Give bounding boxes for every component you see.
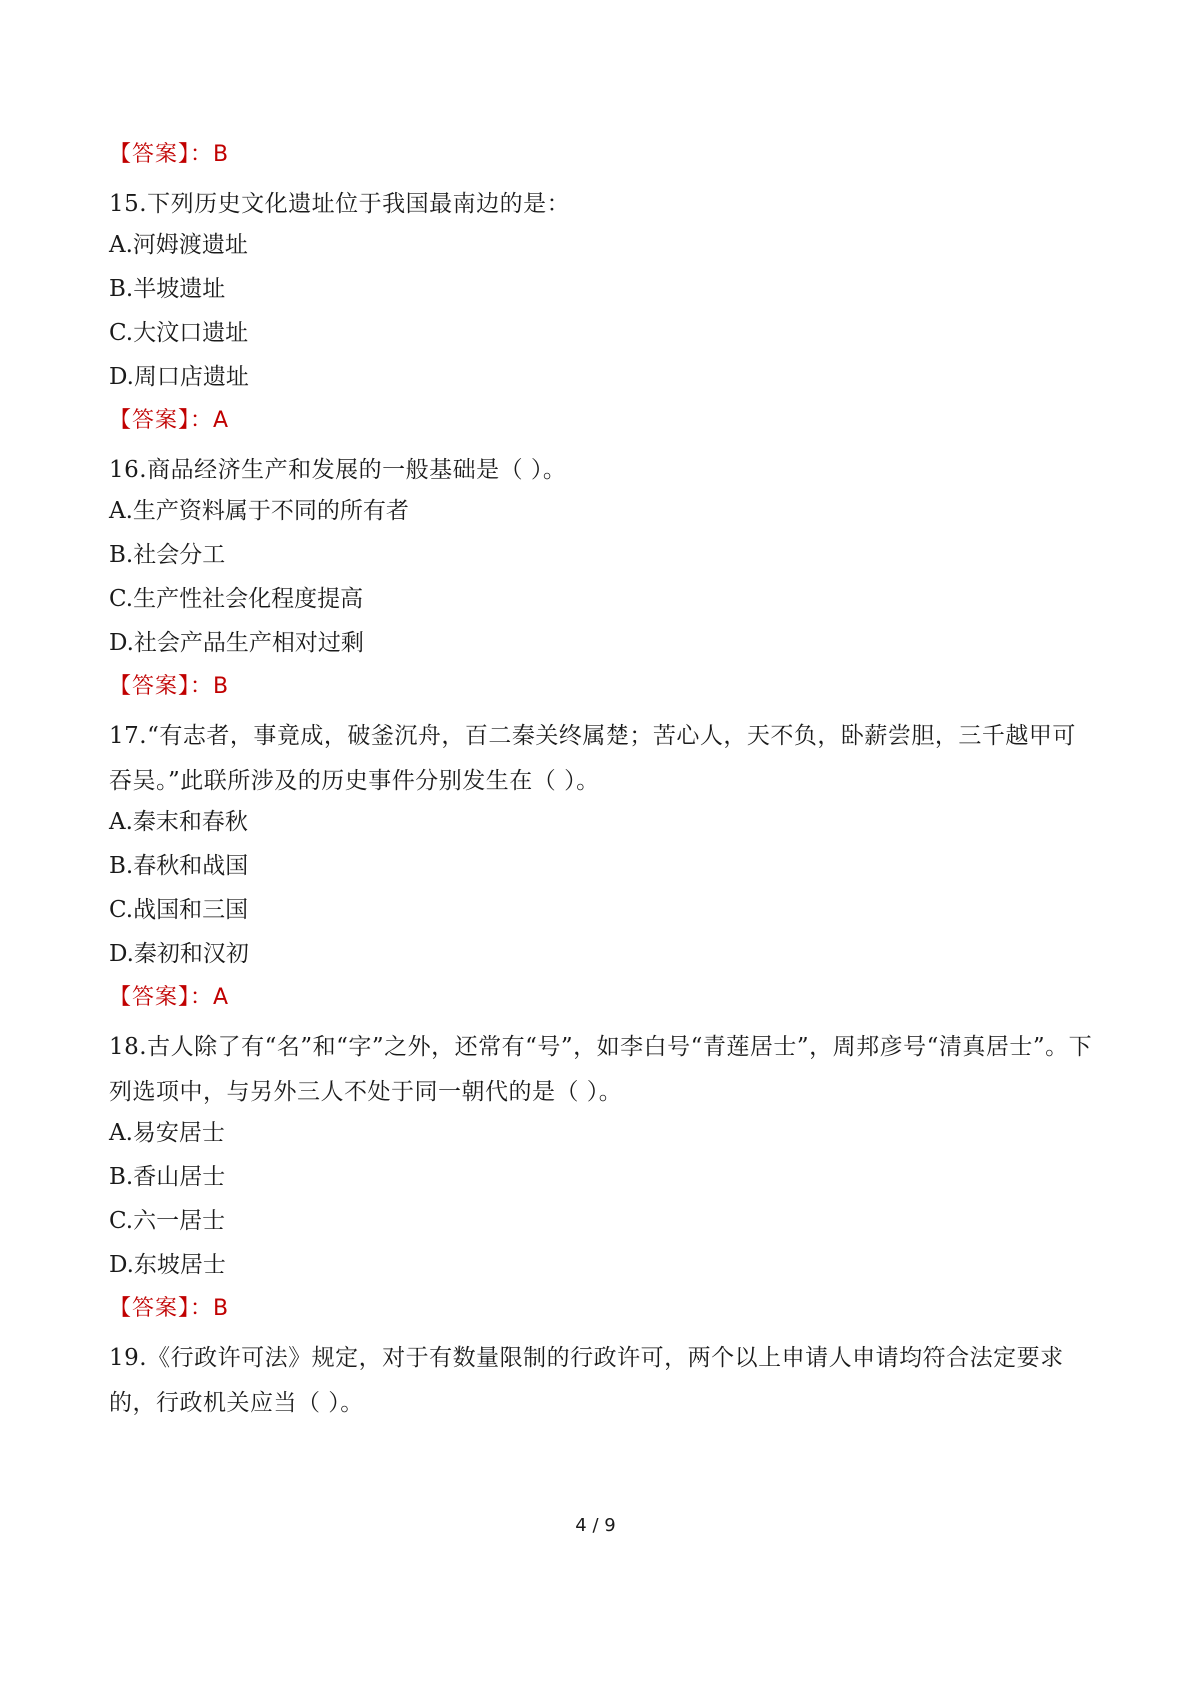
answer-label: 【答案】： bbox=[109, 674, 214, 699]
answer-value: B bbox=[213, 1296, 230, 1321]
answer-label: 【答案】： bbox=[109, 408, 214, 433]
page-content bbox=[109, 138, 1099, 1427]
answer-line bbox=[109, 1292, 1099, 1326]
answer-label: 【答案】： bbox=[109, 142, 214, 167]
answer-value: B bbox=[213, 674, 230, 699]
option: C.战国和三国 bbox=[109, 897, 249, 923]
page-number: 4 / 9 bbox=[575, 1515, 616, 1536]
option: C.六一居士 bbox=[109, 1208, 226, 1234]
question-stem: 16.商品经济生产和发展的一般基础是（ ）。 bbox=[109, 457, 567, 483]
question-stem: 19.《行政许可法》规定，对于有数量限制的行政许可，两个以上申请人申请均符合法定要求的，行政机关应当（ ）。 bbox=[109, 1345, 1064, 1416]
question-stem: 15.下列历史文化遗址位于我国最南边的是： bbox=[109, 191, 571, 217]
option: A.秦末和春秋 bbox=[109, 809, 248, 835]
answer-value: A bbox=[213, 408, 230, 433]
option: C.大汶口遗址 bbox=[109, 320, 249, 346]
option: A.易安居士 bbox=[109, 1120, 225, 1146]
option: C.生产性社会化程度提高 bbox=[109, 586, 364, 612]
option: A.河姆渡遗址 bbox=[109, 232, 248, 258]
option: B.香山居士 bbox=[109, 1164, 226, 1190]
answer-line bbox=[109, 138, 1099, 172]
option: B.半坡遗址 bbox=[109, 276, 226, 302]
answer-value: A bbox=[213, 985, 230, 1010]
option: B.春秋和战国 bbox=[109, 853, 249, 879]
option: D.社会产品生产相对过剩 bbox=[109, 630, 364, 656]
answer-line bbox=[109, 670, 1099, 704]
answer-line bbox=[109, 981, 1099, 1015]
answer-label: 【答案】： bbox=[109, 985, 214, 1010]
answer-value: B bbox=[213, 142, 230, 167]
option: D.秦初和汉初 bbox=[109, 941, 249, 967]
option: D.东坡居士 bbox=[109, 1252, 226, 1278]
answer-line bbox=[109, 404, 1099, 438]
question-stem: 17.“有志者，事竟成，破釜沉舟，百二秦关终属楚；苦心人，天不负，卧薪尝胆，三千越甲可吞吴。”此联所涉及的历史事件分别发生在（ ）。 bbox=[109, 723, 1076, 794]
answer-label: 【答案】： bbox=[109, 1296, 214, 1321]
option: D.周口店遗址 bbox=[109, 364, 249, 390]
option: A.生产资料属于不同的所有者 bbox=[109, 498, 409, 524]
option: B.社会分工 bbox=[109, 542, 226, 568]
question-stem: 18.古人除了有“名”和“字”之外，还常有“号”，如李白号“青莲居士”，周邦彦号“清真居士”。下列选项中，与另外三人不处于同一朝代的是（ ）。 bbox=[109, 1034, 1093, 1105]
